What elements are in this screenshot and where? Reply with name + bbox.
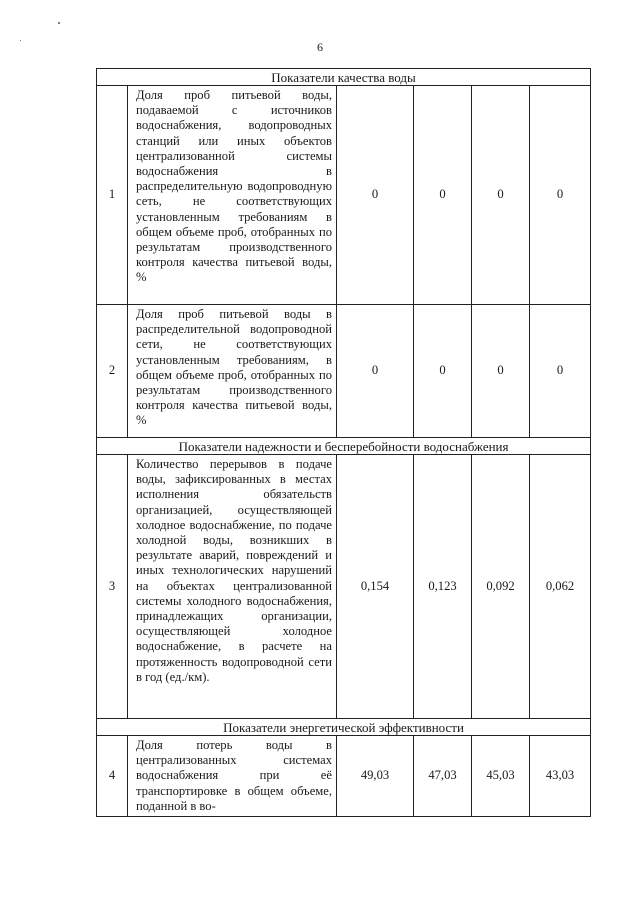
section-header-row xyxy=(97,69,591,86)
indicator-value: 45,03 xyxy=(472,736,530,817)
table-row xyxy=(97,736,591,817)
row-number: 3 xyxy=(97,455,128,719)
indicator-value: 0 xyxy=(472,86,530,305)
indicator-value: 0 xyxy=(530,86,591,305)
section-header-row xyxy=(97,719,591,736)
indicator-description: Доля проб питьевой воды в распределительной водопроводной сети, не соответствующих установленным требованиям, в общем объеме проб, отобранных по результатам производственного контроля качества питьевой воды, % xyxy=(128,305,337,438)
indicator-value: 0 xyxy=(472,305,530,438)
table-row xyxy=(97,455,591,719)
indicators-table xyxy=(96,68,591,817)
row-number: 2 xyxy=(97,305,128,438)
indicator-value: 0,123 xyxy=(414,455,472,719)
indicator-value: 0,062 xyxy=(530,455,591,719)
indicator-value: 0 xyxy=(337,86,414,305)
row-number: 4 xyxy=(97,736,128,817)
table-row xyxy=(97,86,591,305)
indicator-description: Доля потерь воды в централизованных системах водоснабжения при её транспортировке в общем объеме, поданной в во- xyxy=(128,736,337,817)
indicator-value: 0 xyxy=(530,305,591,438)
section-title-energy: Показатели энергетической эффективности xyxy=(97,719,591,736)
indicator-value: 43,03 xyxy=(530,736,591,817)
indicator-description: Доля проб питьевой воды, подаваемой с источников водоснабжения, водопроводных станций или иных объектов централизованной системы водоснабжения в распределительную водопроводную сеть, не соответствующих установленным требованиям в общем объеме проб, отобранных по результатам производственного контроля качества питьевой воды, % xyxy=(128,86,337,305)
indicator-value: 49,03 xyxy=(337,736,414,817)
table-row xyxy=(97,305,591,438)
page-number: 6 xyxy=(317,40,323,54)
indicator-value: 0 xyxy=(414,305,472,438)
scan-speck xyxy=(58,22,60,24)
row-number: 1 xyxy=(97,86,128,305)
section-title-reliability: Показатели надежности и бесперебойности водоснабжения xyxy=(97,438,591,455)
section-title-quality: Показатели качества воды xyxy=(97,69,591,86)
indicator-value: 47,03 xyxy=(414,736,472,817)
section-header-row xyxy=(97,438,591,455)
indicator-value: 0 xyxy=(414,86,472,305)
indicator-value: 0,154 xyxy=(337,455,414,719)
indicator-value: 0 xyxy=(337,305,414,438)
indicator-description: Количество перерывов в подаче воды, зафиксированных в местах исполнения обязательств организацией, осуществляющей холодное водоснабжение, по подаче холодной воды, возникших в результате аварий, повреждений и иных технологических нарушений на объектах централизованной системы холодного водоснабжения, принадлежащих организации, осуществляющей холодное водоснабжение, в расчете на протяженность водопроводной сети в год (ед./км). xyxy=(128,455,337,719)
indicator-value: 0,092 xyxy=(472,455,530,719)
